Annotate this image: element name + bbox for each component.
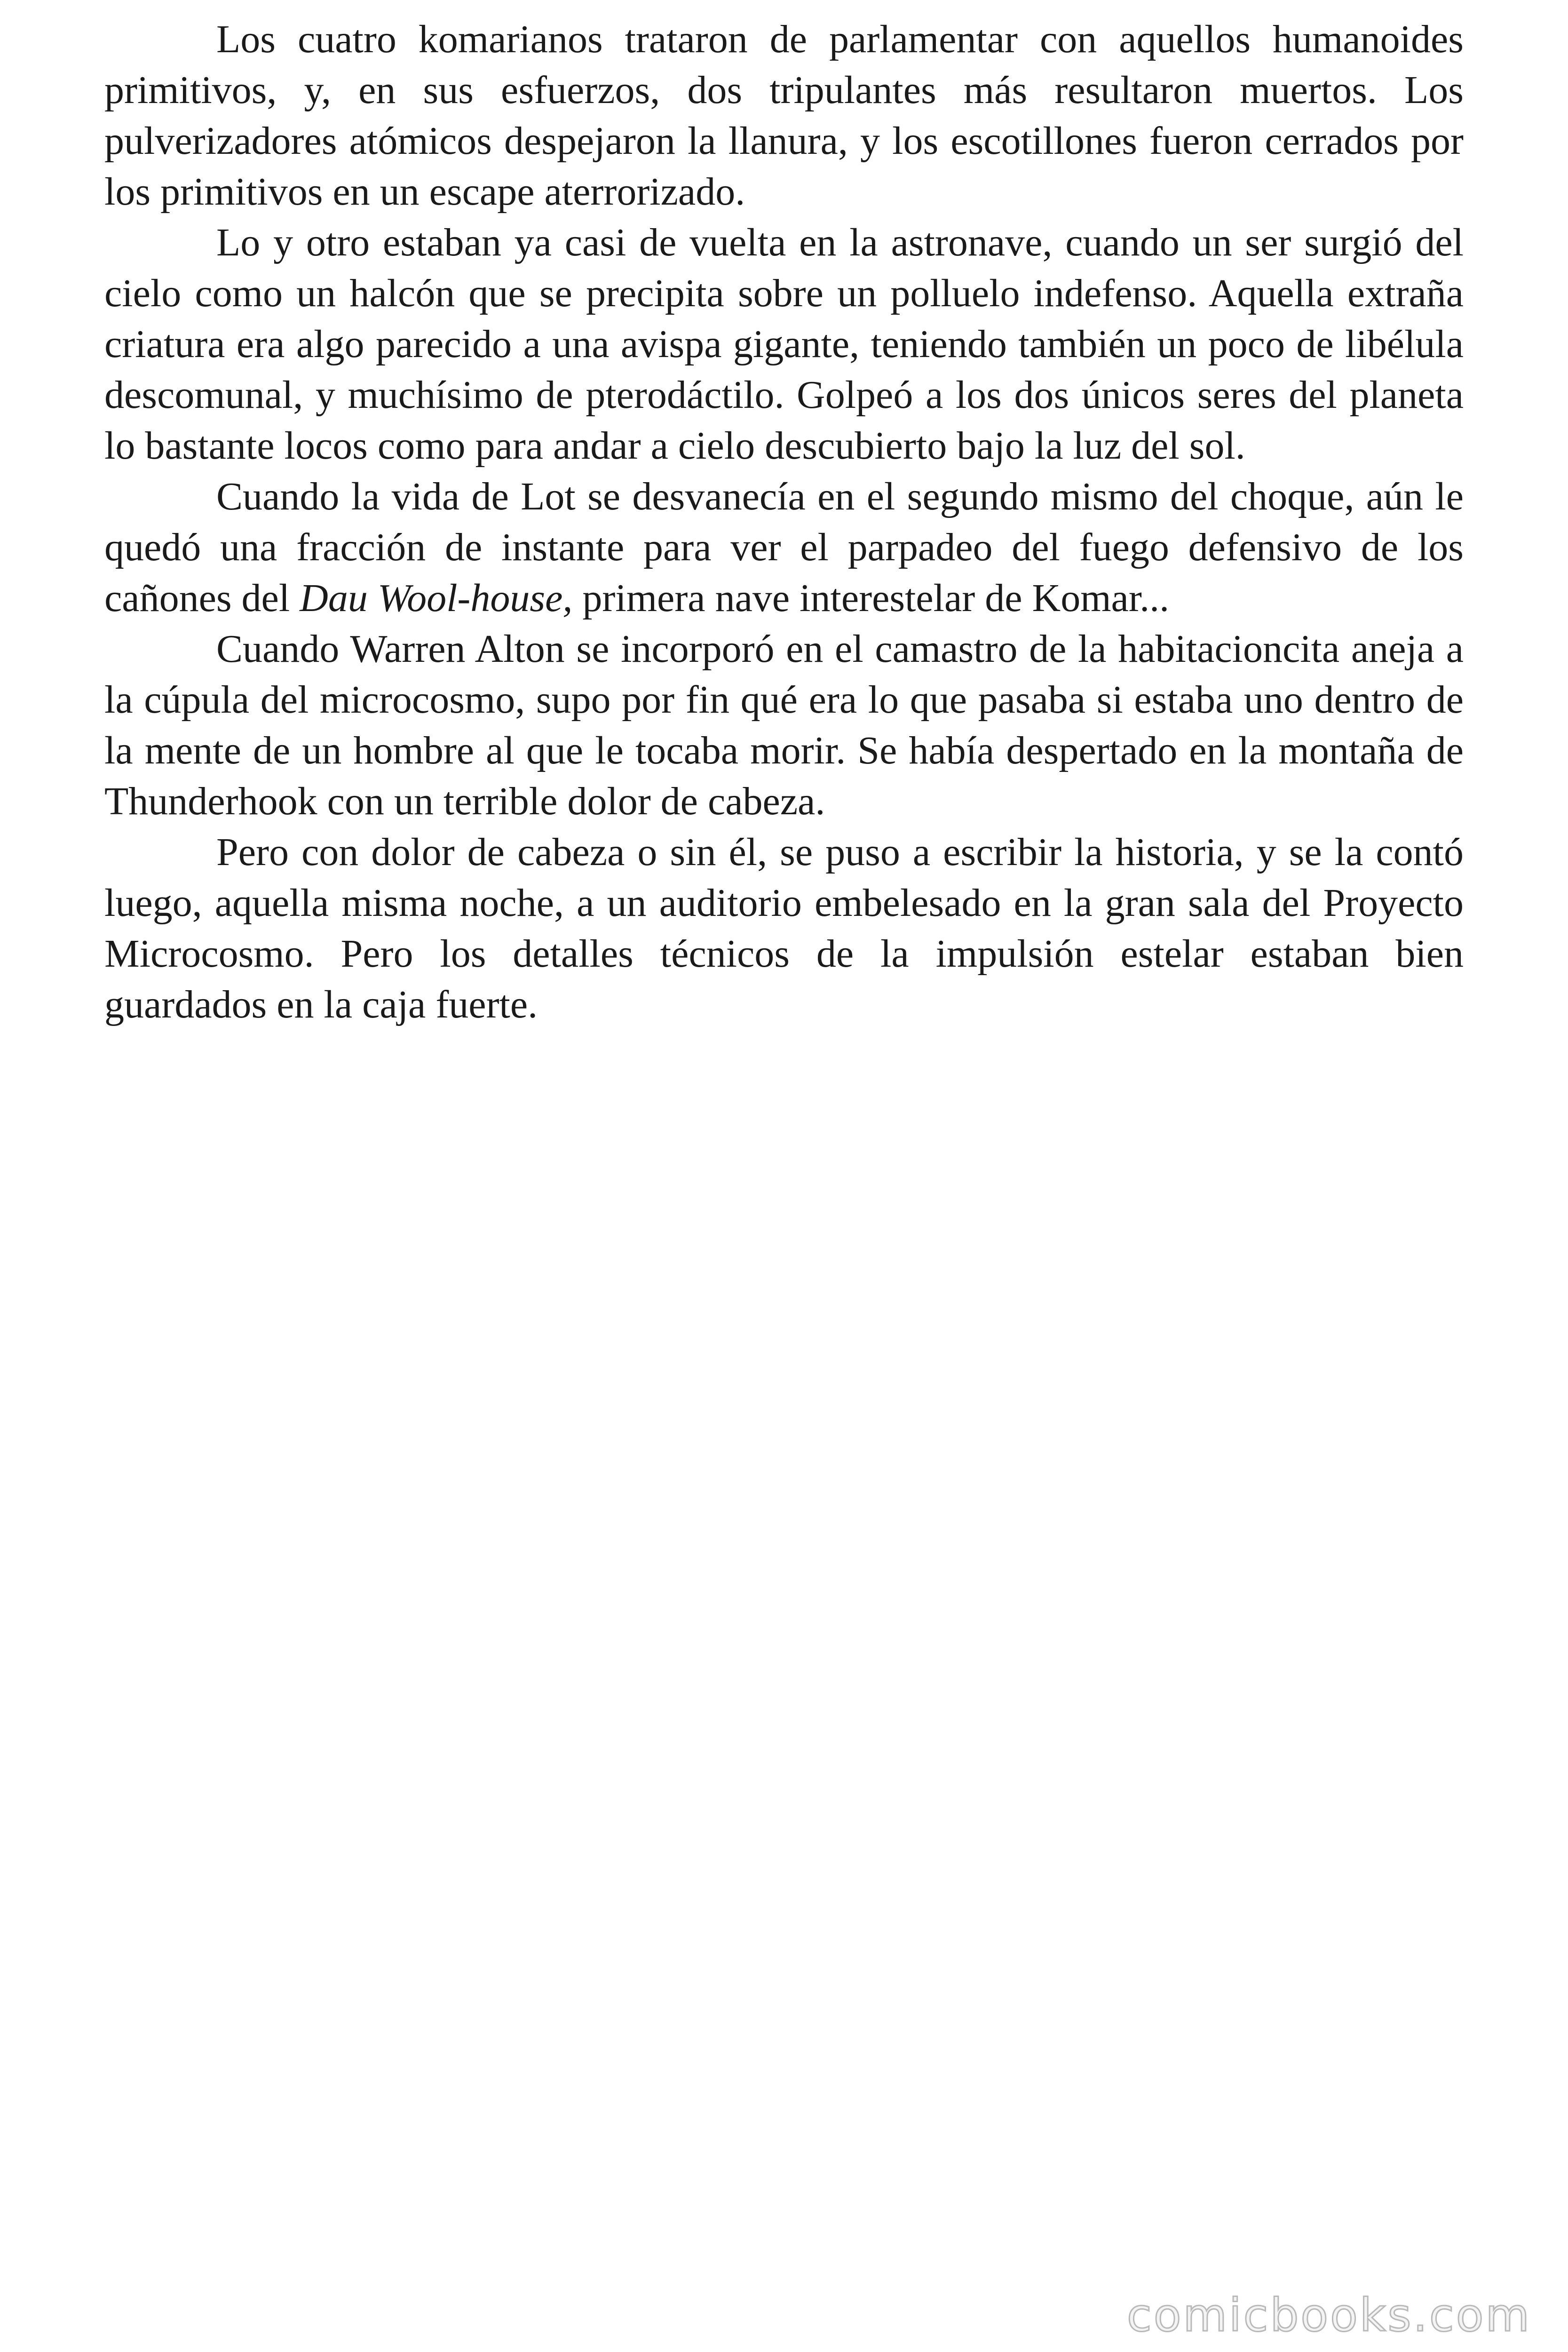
paragraph-3	[104, 471, 1464, 624]
watermark-logo: comicbooks.com	[1126, 2289, 1531, 2342]
body-text	[104, 14, 1464, 1030]
paragraph-1	[104, 14, 1464, 217]
paragraph-5-text: Pero con dolor de cabeza o sin él, se puso a escribir la historia, y se la contó luego, aquella misma noche, a un auditorio embelesado en la gran sala del Proyecto Microcosmo. Pero los detalles técnicos de la impulsión estelar estaban bien guardados en la caja fuerte.	[104, 830, 1464, 1026]
paragraph-4-text: Cuando Warren Alton se incorporó en el camastro de la habitacioncita aneja a la cúpula del microcosmo, supo por fin qué era lo que pasaba si estaba uno dentro de la mente de un hombre al que le tocaba morir. Se había despertado en la montaña de Thunderhook con un terrible dolor de cabeza.	[104, 627, 1464, 823]
paragraph-2	[104, 217, 1464, 471]
ship-name: Dau Wool-house,	[300, 576, 573, 620]
paragraph-1-text: Los cuatro komarianos trataron de parlamentar con aquellos humanoides primitivos, y, en sus esfuerzos, dos tripulantes más resultaron muertos. Los pulverizadores atómicos despejaron la llanura, y los escotillones fueron cerrados por los primitivos en un escape aterrorizado.	[104, 17, 1464, 214]
paragraph-3-text-start: Cuando la vida de Lot se desvanecía en el segundo mismo del choque, aún le quedó una fracción de instante para ver el parpadeo del fuego defensivo de los cañones del	[104, 475, 1464, 620]
paragraph-4	[104, 624, 1464, 827]
paragraph-5	[104, 827, 1464, 1030]
paragraph-2-text: Lo y otro estaban ya casi de vuelta en la astronave, cuando un ser surgió del cielo como un halcón que se precipita sobre un polluelo indefenso. Aquella extraña criatura era algo parecido a una avispa gigante, teniendo también un poco de libélula descomunal, y muchísimo de pterodáctilo. Golpeó a los dos únicos seres del planeta lo bastante locos como para andar a cielo descubierto bajo la luz del sol.	[104, 221, 1464, 468]
paragraph-3-text-end: primera nave interestelar de Komar...	[572, 576, 1170, 620]
